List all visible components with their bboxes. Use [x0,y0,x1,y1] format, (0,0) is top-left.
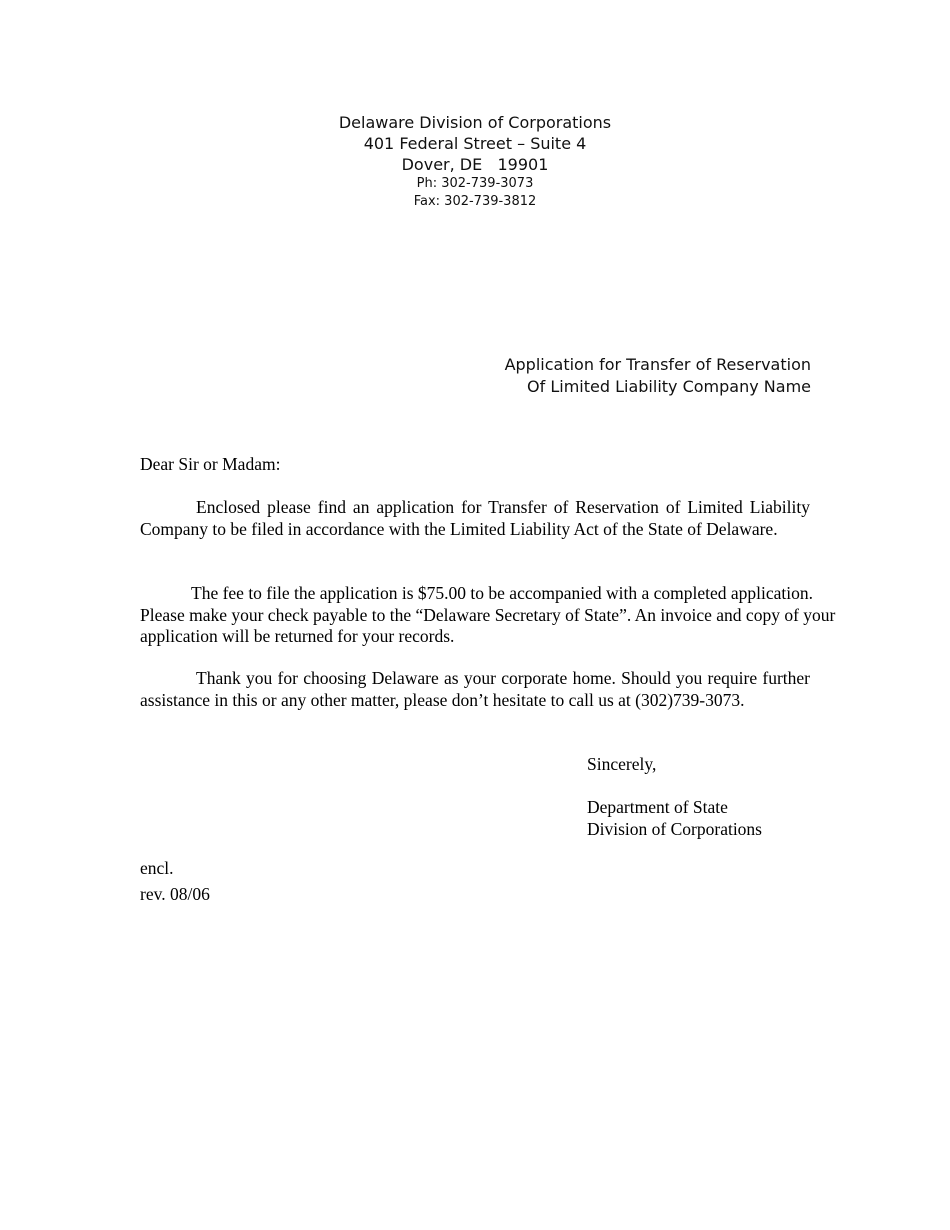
enclosure-note: encl. [140,858,174,878]
signature-block [587,797,762,840]
subject-line-1: Application for Transfer of Reservation [504,355,811,374]
signature-division: Division of Corporations [587,818,762,839]
paragraph-fee: The fee to file the application is $75.00 to be accompanied with a completed application. Please make your check payable to the “Delaware Secretary of State”. An invoice and copy of your application will be returned for your records. [140,583,836,646]
letterhead-org: Delaware Division of Corporations [338,113,612,132]
paragraph-thank-you: Thank you for choosing Delaware as your corporate home. Should you require further assistance in this or any other matter, please don’t hesitate to call us at (302)739-3073. [140,668,810,710]
letterhead-fax: Fax: 302-739-3812 [413,194,537,209]
letterhead-city: Dover, DE 19901 [401,155,549,174]
paragraph-enclosed-application: Enclosed please find an application for Transfer of Reservation of Limited Liability Company to be filed in accordance with the Limited Liability Act of the State of Delaware. [140,497,810,539]
letterhead-phone: Ph: 302-739-3073 [416,176,534,191]
closing: Sincerely, [587,754,657,774]
revision-note: rev. 08/06 [140,884,210,904]
subject-line-2: Of Limited Liability Company Name [527,377,811,396]
letterhead [0,112,950,211]
signature-department: Department of State [587,797,728,817]
letterhead-street: 401 Federal Street – Suite 4 [363,134,587,153]
subject-heading [505,354,811,398]
salutation: Dear Sir or Madam: [140,454,281,474]
